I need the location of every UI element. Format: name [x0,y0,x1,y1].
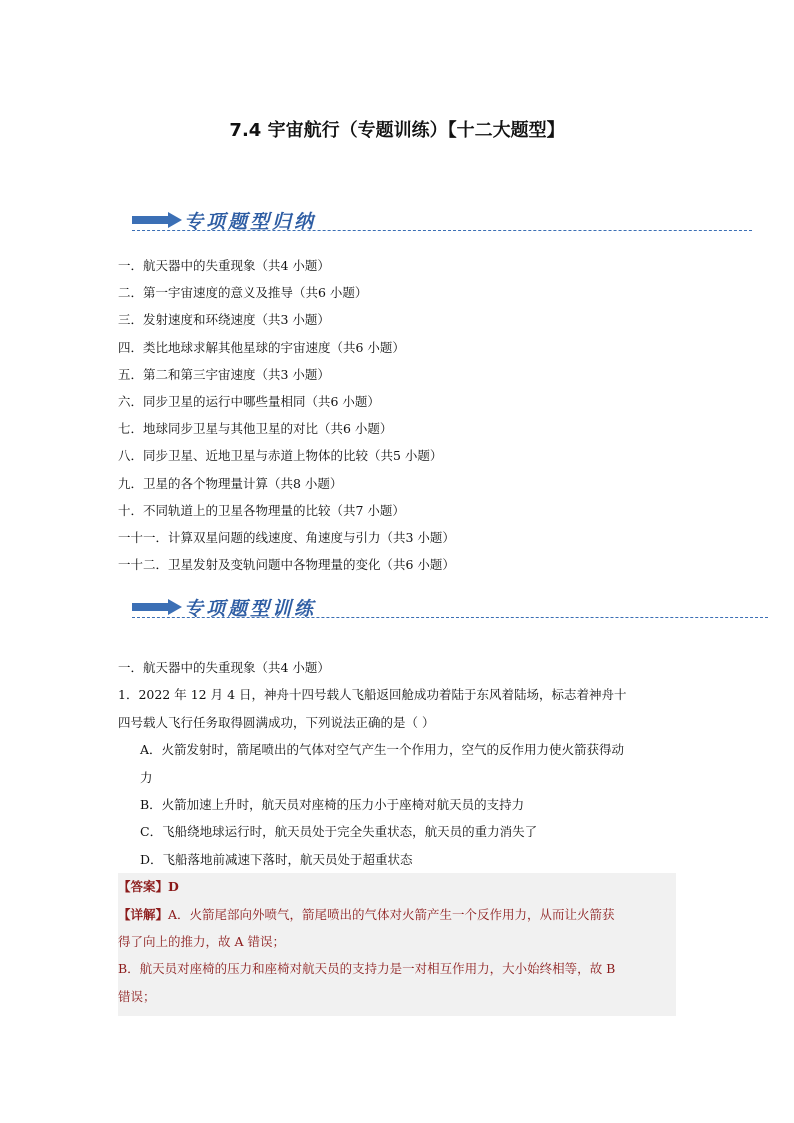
topic-item: 五．第二和第三宇宙速度（共3 小题） [118,366,330,382]
detail-text: A．火箭尾部向外喷气，箭尾喷出的气体对火箭产生一个反作用力，从而让火箭获 [168,906,615,922]
section-divider [132,230,752,231]
section-divider [132,617,768,618]
topic-item: 八．同步卫星、近地卫星与赤道上物体的比较（共5 小题） [118,448,443,464]
topic-item: 十．不同轨道上的卫星各物理量的比较（共7 小题） [118,502,405,518]
option-b: B．火箭加速上升时，航天员对座椅的压力小于座椅对航天员的支持力 [140,797,525,813]
arrow-right-icon [132,212,182,228]
topic-list [118,252,455,578]
page-title: 7.4 宇宙航行（专题训练）【十二大题型】 [229,120,565,141]
topic-item: 二．第一宇宙速度的意义及推导（共6 小题） [118,285,368,301]
topic-item: 一．航天器中的失重现象（共4 小题） [118,258,330,273]
topic-item: 七．地球同步卫星与其他卫星的对比（共6 小题） [118,421,393,437]
topic-item: 三．发射速度和环绕速度（共3 小题） [118,312,330,328]
detail-line: 错误； [118,988,156,1004]
detail-tag: 【详解】 [118,906,169,922]
arrow-right-icon [132,599,182,615]
section-banner-summary [132,203,752,237]
topic-item: 九．卫星的各个物理量计算（共8 小题） [118,475,343,491]
section-banner-training [132,590,768,624]
answer-box [118,873,676,1016]
topic-item: 一十一．计算双星问题的线速度、角速度与引力（共3 小题） [118,529,455,545]
training-heading: 一．航天器中的失重现象（共4 小题） [118,660,330,675]
detail-line: B．航天员对座椅的压力和座椅对航天员的支持力是一对相互作用力，大小始终相等，故 B [118,961,616,977]
training-content [118,654,678,1016]
answer-value: D [168,879,179,895]
topic-item: 六．同步卫星的运行中哪些量相同（共6 小题） [118,393,380,409]
option-a-continued: 力 [140,769,153,785]
topic-item: 一十二．卫星发射及变轨问题中各物理量的变化（共6 小题） [118,557,455,573]
section-label-summary: 专项题型归纳 [184,211,317,233]
option-a: A．火箭发射时，箭尾喷出的气体对空气产生一个作用力，空气的反作用力使火箭获得动 [140,742,625,758]
section-label-training: 专项题型训练 [184,598,317,620]
answer-line [118,873,676,900]
option-c: C．飞船绕地球运行时，航天员处于完全失重状态，航天员的重力消失了 [140,824,538,840]
option-d: D．飞船落地前减速下落时，航天员处于超重状态 [140,851,413,867]
detail-line [118,901,676,928]
detail-line: 得了向上的推力，故 A 错误； [118,934,285,950]
question-text-line: 四号载人飞行任务取得圆满成功，下列说法正确的是（ ） [118,714,435,730]
answer-tag: 【答案】 [118,879,169,895]
topic-item: 四．类比地球求解其他星球的宇宙速度（共6 小题） [118,339,405,355]
question-text-line: 1．2022 年 12 月 4 日，神舟十四号载人飞船返回舱成功着陆于东风着陆场，标志着神舟十 [118,687,627,703]
